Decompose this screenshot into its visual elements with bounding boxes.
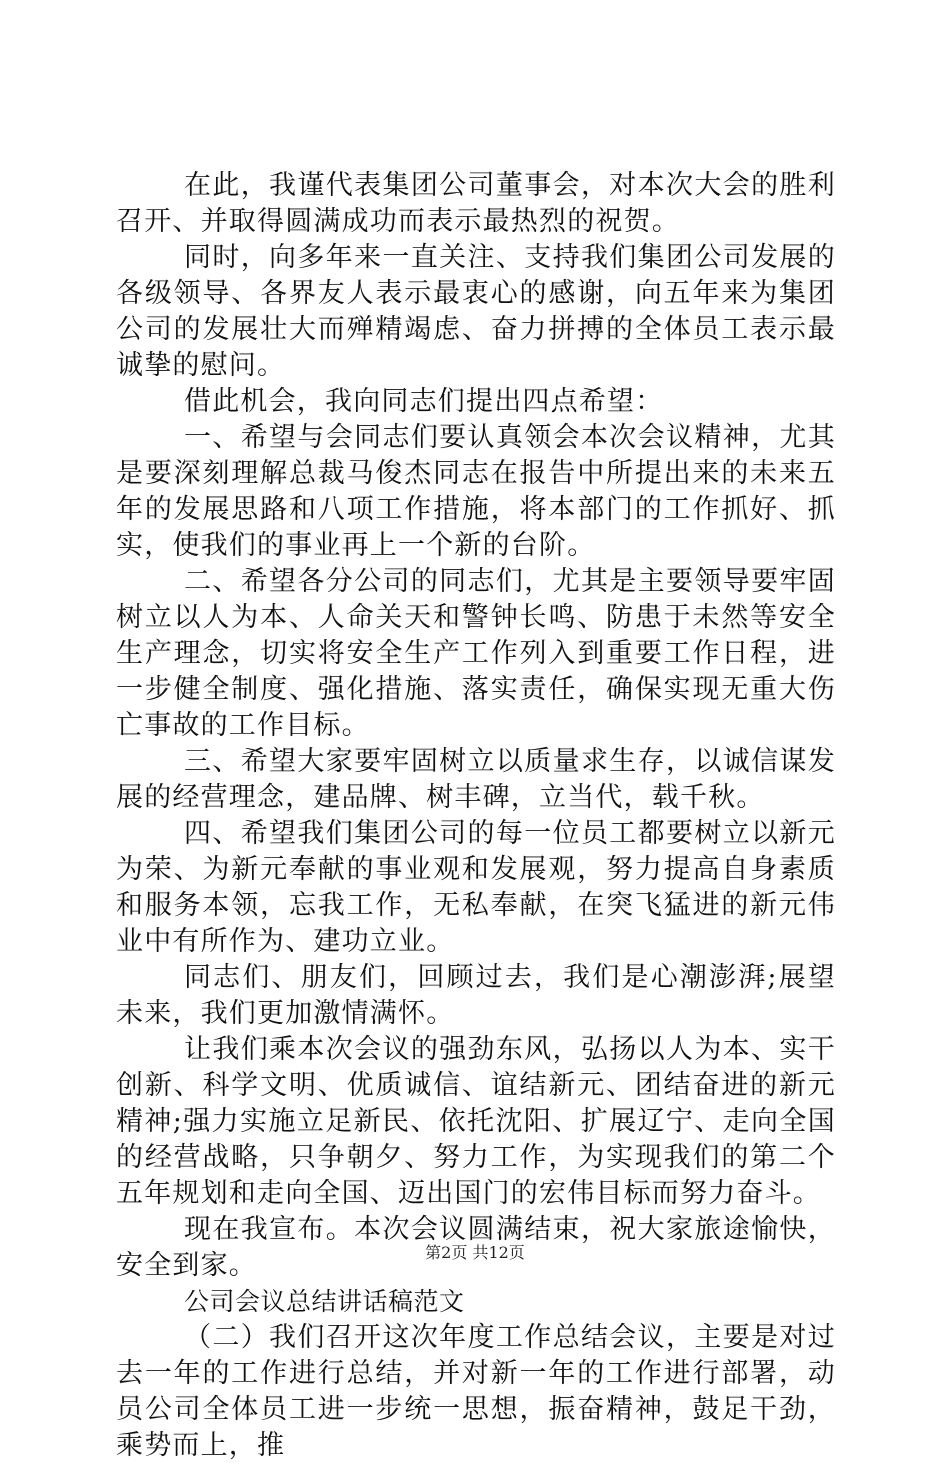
page-number-footer: 第2页 共12页	[425, 1243, 525, 1262]
paragraph-congratulations: 在此，我谨代表集团公司董事会，对本次大会的胜利召开、并取得圆满成功而表示最热烈的祝贺。	[116, 170, 836, 237]
paragraph-hope-2: 二、希望各分公司的同志们，尤其是主要领导要牢固树立以人为本、人命关天和警钟长鸣、防患于未然等安全生产理念，切实将安全生产工作列入到重要工作日程，进一步健全制度、强化措施、落实责任，确保实现无重大伤亡事故的工作目标。	[116, 566, 836, 741]
paragraph-hope-4: 四、希望我们集团公司的每一位员工都要树立以新元为荣、为新元奉献的事业观和发展观，努力提高自身素质和服务本领，忘我工作，无私奉献，在突飞猛进的新元伟业中有所作为、建功立业。	[116, 818, 836, 957]
paragraph-hope-3: 三、希望大家要牢固树立以质量求生存，以诚信谋发展的经营理念，建品牌、树丰碑，立当代，载千秋。	[116, 746, 836, 813]
paragraph-hopes-intro: 借此机会，我向同志们提出四点希望：	[184, 386, 664, 417]
section-paragraph: （二）我们召开这次年度工作总结会议，主要是对过去一年的工作进行总结，并对新一年的工作进行部署，动员公司全体员工进一步统一思想，振奋精神，鼓足干劲，乘势而上，推	[116, 1322, 836, 1461]
document-body	[116, 168, 836, 1464]
paragraph-hope-1: 一、希望与会同志们要认真领会本次会议精神，尤其是要深刻理解总裁马俊杰同志在报告中所提出来的未来五年的发展思路和八项工作措施，将本部门的工作抓好、抓实，使我们的事业再上一个新的台阶。	[116, 422, 836, 561]
paragraph-thanks: 同时，向多年来一直关注、支持我们集团公司发展的各级领导、各界友人表示最衷心的感谢，向五年来为集团公司的发展壮大而殚精竭虑、奋力拼搏的全体员工表示最诚挚的慰问。	[116, 242, 836, 381]
section-title: 公司会议总结讲话稿范文	[184, 1287, 465, 1316]
paragraph-closing: 现在我宣布。本次会议圆满结束，祝大家旅途愉快，安全到家。	[116, 1214, 836, 1281]
paragraph-spirit: 让我们乘本次会议的强劲东风，弘扬以人为本、实干创新、科学文明、优质诚信、谊结新元、团结奋进的新元精神;强力实施立足新民、依托沈阳、扩展辽宁、走向全国的经营战略，只争朝夕、努力工作，为实现我们的第二个五年规划和走向全国、迈出国门的宏伟目标而努力奋斗。	[116, 1034, 836, 1209]
paragraph-review: 同志们、朋友们，回顾过去，我们是心潮澎湃;展望未来，我们更加激情满怀。	[116, 962, 836, 1029]
